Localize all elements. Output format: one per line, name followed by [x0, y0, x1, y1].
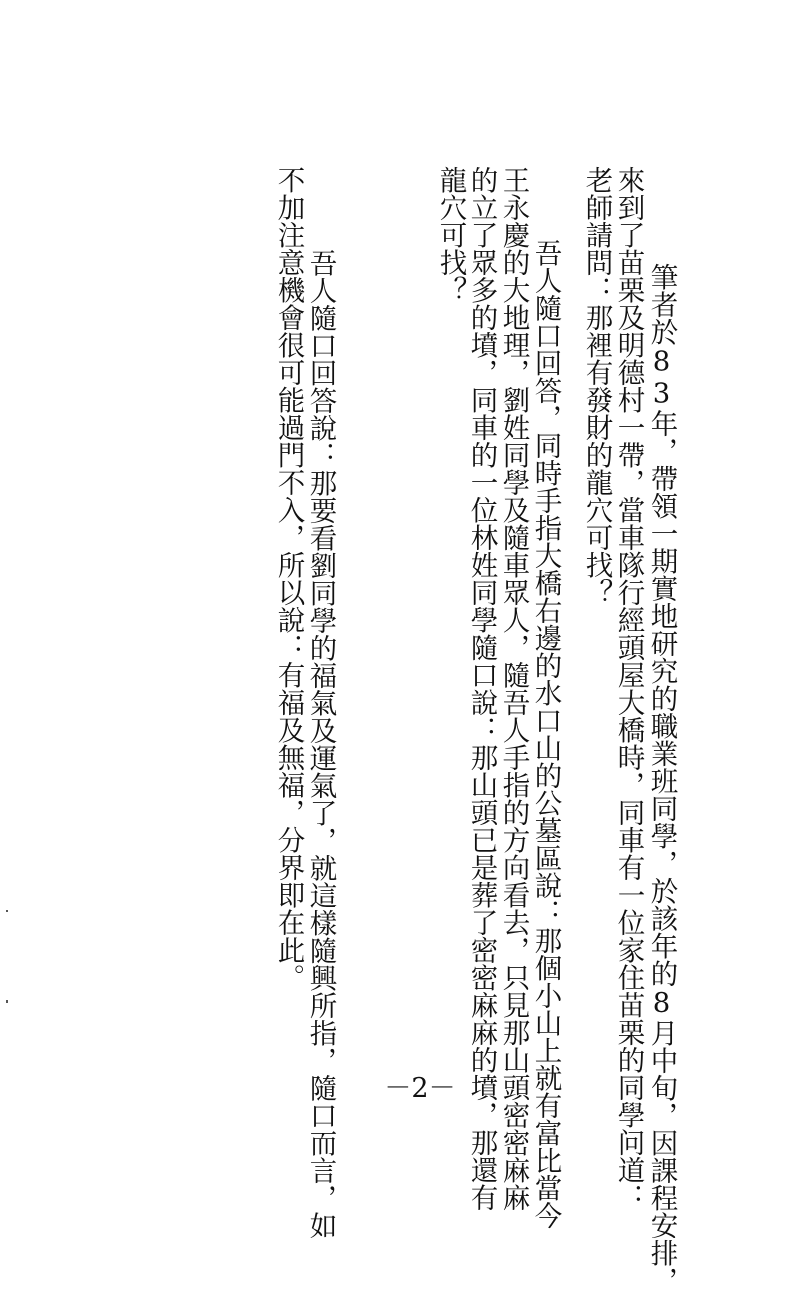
scan-mark [6, 910, 8, 912]
paragraph-1-line-1: 筆者於83年，帶領一期實地研究的職業班同學，於該年的8月中旬，因課程安排， [645, 208, 678, 1294]
paragraph-3-line-2: 不加注意機會很可能過門不入，所以說：有福及無福，分界即在此。 [272, 166, 305, 991]
paragraph-1-line-3: 老師請問：那裡有發財的龍穴可找？ [580, 166, 613, 606]
paragraph-1-line-2: 來到了苗栗及明德村一帶，當車隊行經頭屋大橋時，同車有一位家住苗栗的同學问道： [612, 166, 645, 1211]
paragraph-2-line-2: 王永慶的大地理，劉姓同學及隨車眾人，隨吾人手指的方向看去，只見那山頭密密麻麻 [497, 166, 530, 1211]
scan-mark [6, 1000, 8, 1003]
page-number: －2－ [384, 1073, 456, 1104]
paragraph-2-line-4: 龍穴可找？ [434, 166, 467, 304]
paragraph-3-line-1: 吾人隨口回答說：那要看劉同學的福氣及運氣了，就這樣隨興所指，隨口而言，如 [304, 194, 337, 1239]
paragraph-2-line-1: 吾人隨口回答，同時手指大橋右邊的水口山的公墓區說：那個小山上就有富比當今 [529, 184, 562, 1229]
paragraph-2-line-3: 的立了眾多的墳，同車的一位林姓同學隨口說：那山頭已是葬了密密麻麻的墳，那還有 [465, 166, 498, 1211]
